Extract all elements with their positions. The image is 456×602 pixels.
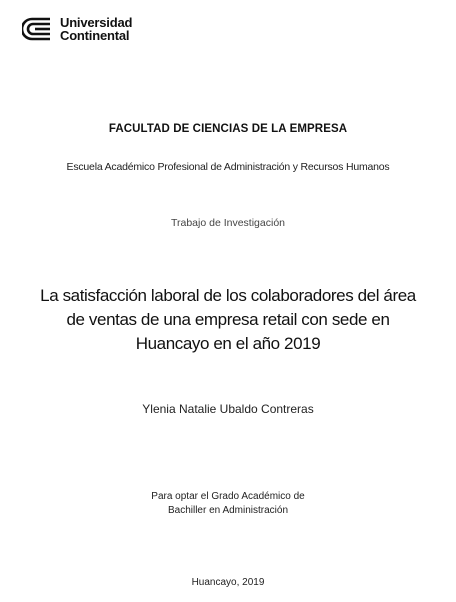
degree-purpose bbox=[0, 490, 456, 518]
purpose-line-2: Bachiller en Administración bbox=[167, 505, 289, 516]
logo-line-1: Universidad bbox=[60, 15, 133, 30]
work-type: Trabajo de Investigación bbox=[170, 217, 285, 229]
faculty-heading: FACULTAD DE CIENCIAS DE LA EMPRESA bbox=[108, 123, 348, 135]
title-line-2: de ventas de una empresa retail con sede en bbox=[66, 310, 390, 329]
university-logo-icon bbox=[22, 15, 54, 43]
university-logo bbox=[22, 14, 132, 44]
thesis-title bbox=[28, 284, 428, 356]
title-line-3: Huancayo en el año 2019 bbox=[135, 334, 321, 353]
place-date: Huancayo, 2019 bbox=[191, 577, 265, 588]
logo-text bbox=[60, 16, 132, 42]
purpose-line-1: Para optar el Grado Académico de bbox=[151, 491, 305, 502]
school-name: Escuela Académico Profesional de Administración y Recursos Humanos bbox=[66, 161, 390, 173]
logo-line-2: Continental bbox=[60, 28, 130, 43]
title-line-1: La satisfacción laboral de los colaboradores del área bbox=[40, 286, 416, 305]
author-name: Ylenia Natalie Ubaldo Contreras bbox=[142, 402, 314, 416]
